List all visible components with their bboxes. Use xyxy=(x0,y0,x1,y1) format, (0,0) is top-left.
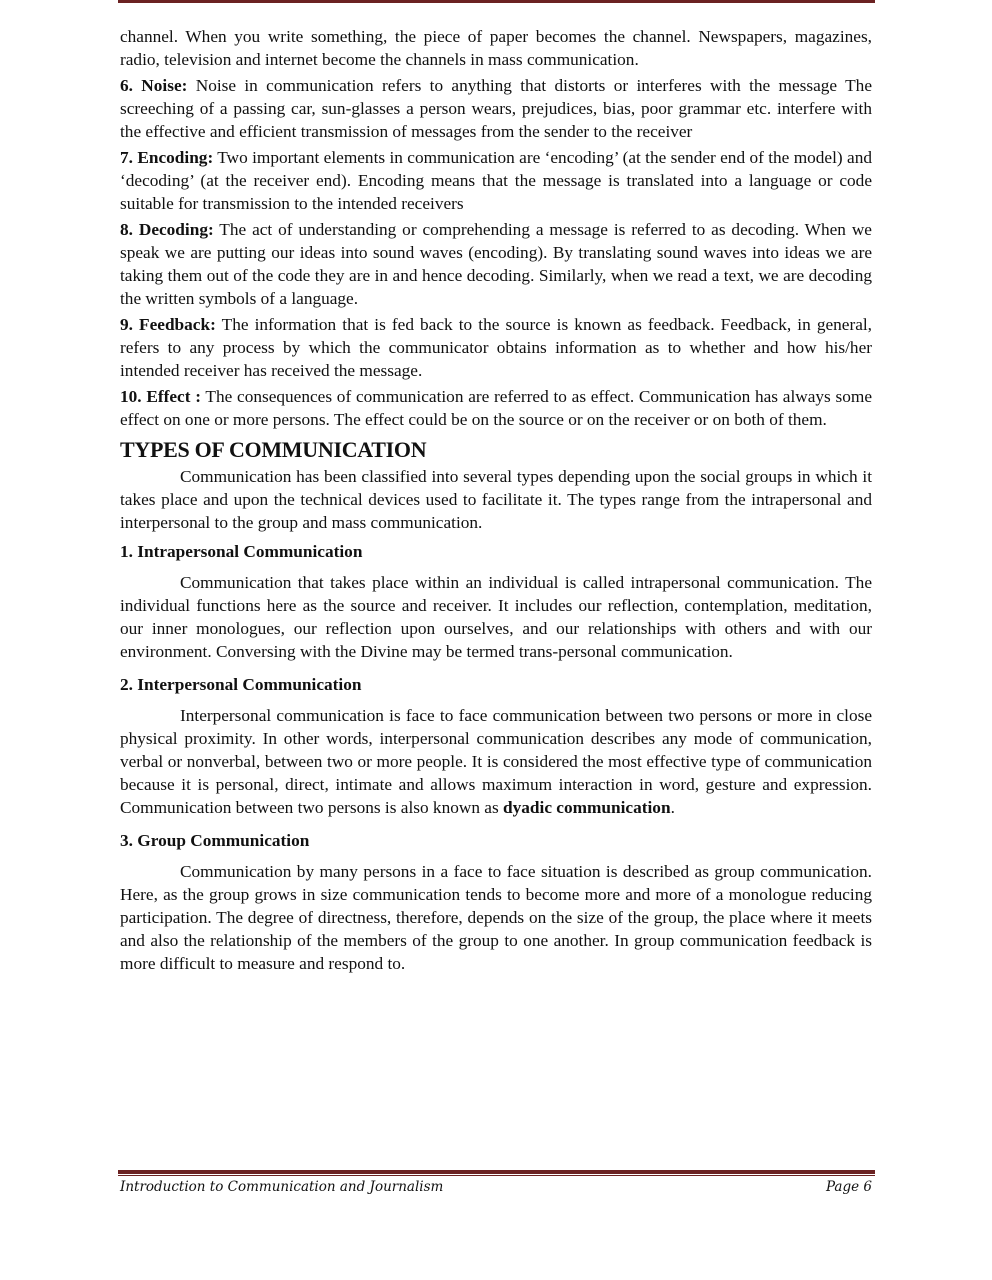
page-footer xyxy=(120,1179,872,1195)
subheading-interpersonal: 2. Interpersonal Communication xyxy=(120,675,362,694)
term-noise: 6. Noise: xyxy=(120,76,188,95)
paragraph-text: The consequences of communication are referred to as effect. Communication has always some effect on one or more persons. The effect could be on the source or on the receiver or on both of them. xyxy=(120,387,872,429)
term-decoding: 8. Decoding: xyxy=(120,220,214,239)
subheading-intrapersonal: 1. Intrapersonal Communication xyxy=(120,542,363,561)
header-rule xyxy=(118,0,875,3)
page-number: Page 6 xyxy=(825,1179,872,1195)
paragraph-text: Interpersonal communication is face to face communication between two persons or more in close physical proximity. In other words, interpersonal communication describes any mode of communication, verbal or nonverbal, between two or more people. It is considered the most effective type of communication because it is personal, direct, intimate and allows maximum interaction in word, gesture and expression. Communication between two persons is also known as xyxy=(120,706,872,817)
paragraph-group: Communication by many persons in a face to face situation is described as group communication. Here, as the group grows in size communication tends to become more and more of a monologue reducing participation. The degree of directness, therefore, depends on the size of the group, the place where it meets and also the relationship of the members of the group to one another. In group communication feedback is more difficult to measure and respond to. xyxy=(120,862,872,973)
page-body xyxy=(120,25,872,978)
paragraph-intrapersonal: Communication that takes place within an individual is called intrapersonal communication. The individual functions here as the source and receiver. It includes our reflection, contemplation, meditation, our inner monologues, our reflection upon ourselves, and our relationships with others and with our environment. Conversing with the Divine may be termed trans-personal communication. xyxy=(120,573,872,661)
paragraph-end: . xyxy=(670,798,675,817)
paragraph-text: channel. When you write something, the piece of paper becomes the channel. Newspapers, magazines, radio, television and internet become the channels in mass communication. xyxy=(120,27,872,69)
term-dyadic: dyadic communication xyxy=(503,798,671,817)
section-intro: Communication has been classified into several types depending upon the social groups in which it takes place and upon the technical devices used to facilitate it. The types range from the intrapersonal and interpersonal to the group and mass communication. xyxy=(120,467,872,532)
paragraph-interpersonal xyxy=(120,704,872,819)
term-encoding: 7. Encoding: xyxy=(120,148,214,167)
footer-rule-thin xyxy=(118,1175,875,1176)
paragraph-text: Two important elements in communication are ‘encoding’ (at the sender end of the model) and ‘decoding’ (at the receiver end). Encoding means that the message is translated into a language or code suitable for transmission to the intended receivers xyxy=(120,148,872,213)
paragraph-feedback xyxy=(120,313,872,382)
paragraph-noise xyxy=(120,74,872,143)
footer-title: Introduction to Communication and Journalism xyxy=(120,1179,444,1195)
term-feedback: 9. Feedback: xyxy=(120,315,216,334)
footer-rule xyxy=(118,1170,875,1174)
paragraph-encoding xyxy=(120,146,872,215)
paragraph-decoding xyxy=(120,218,872,310)
paragraph-text: The act of understanding or comprehending a message is referred to as decoding. When we speak we are putting our ideas into sound waves (encoding). By translating sound waves into ideas we are taking them out of the code they are in and hence decoding. Similarly, when we read a text, we are decoding the written symbols of a language. xyxy=(120,220,872,308)
section-heading: TYPES OF COMMUNICATION xyxy=(120,437,427,462)
term-effect: 10. Effect : xyxy=(120,387,201,406)
paragraph-channel xyxy=(120,25,872,71)
paragraph-text: The information that is fed back to the source is known as feedback. Feedback, in general, refers to any process by which the communicator obtains information as to whether and how his/her intended receiver has received the message. xyxy=(120,315,873,380)
paragraph-effect xyxy=(120,385,872,431)
subheading-group: 3. Group Communication xyxy=(120,831,310,850)
paragraph-text: Noise in communication refers to anything that distorts or interferes with the message The screeching of a passing car, sun-glasses a person wears, prejudices, bias, poor grammar etc. interfere with the effective and efficient transmission of messages from the sender to the receiver xyxy=(120,76,872,141)
